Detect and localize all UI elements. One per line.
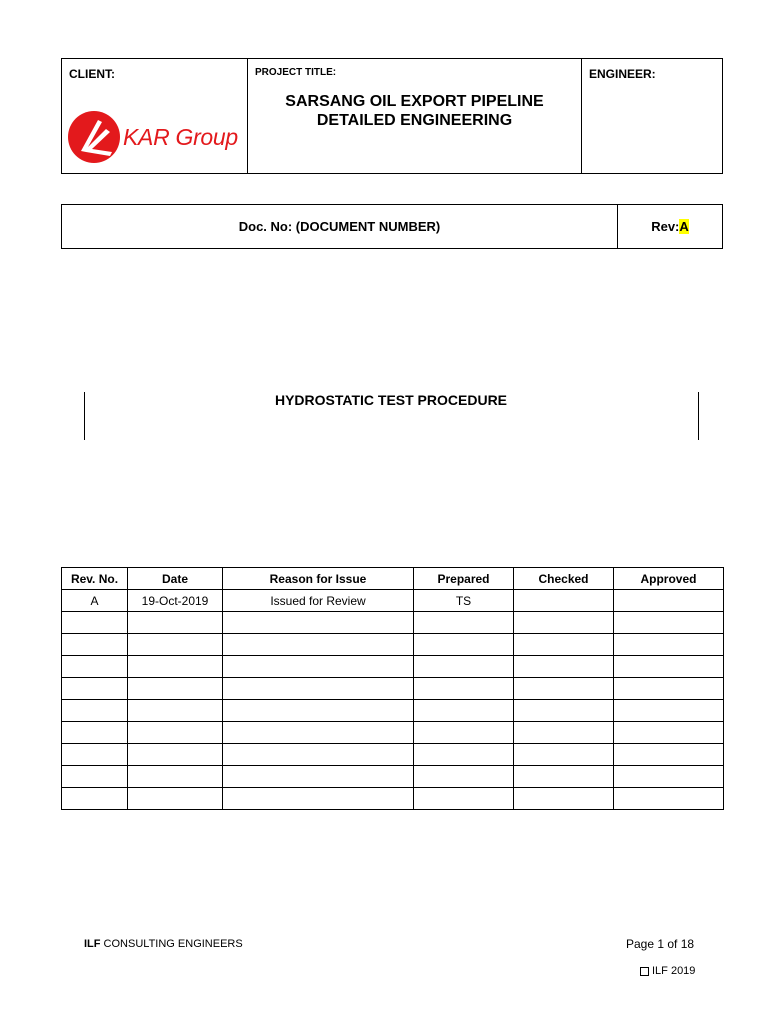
- footer-company: [84, 938, 243, 950]
- page-total: 18: [680, 937, 695, 951]
- table-cell: [614, 766, 724, 788]
- table-cell: [614, 700, 724, 722]
- copyright-box-icon: [640, 967, 649, 976]
- table-cell: [514, 788, 614, 810]
- table-cell: [128, 634, 223, 656]
- table-cell: [128, 788, 223, 810]
- kar-logo-icon: [68, 111, 120, 163]
- table-cell: [614, 612, 724, 634]
- revision-cell: [618, 205, 722, 248]
- table-row: [62, 612, 724, 634]
- project-label: PROJECT TITLE:: [255, 67, 337, 78]
- table-row: [62, 656, 724, 678]
- table-cell: TS: [414, 590, 514, 612]
- table-cell: [414, 700, 514, 722]
- table-cell: [223, 634, 414, 656]
- page-of: of: [664, 937, 681, 951]
- table-cell: [414, 744, 514, 766]
- table-cell: [223, 744, 414, 766]
- table-cell: [223, 678, 414, 700]
- table-cell: [128, 678, 223, 700]
- table-cell: [128, 744, 223, 766]
- table-cell: [223, 722, 414, 744]
- table-cell: [223, 612, 414, 634]
- table-cell: [128, 700, 223, 722]
- table-cell: [62, 678, 128, 700]
- table-cell: [514, 700, 614, 722]
- table-cell: [514, 590, 614, 612]
- table-cell: [614, 744, 724, 766]
- page-number: [626, 937, 694, 951]
- table-cell: [223, 766, 414, 788]
- project-cell: [248, 59, 582, 173]
- client-label: CLIENT:: [69, 67, 115, 81]
- revision-table: [61, 567, 724, 810]
- table-cell: [614, 656, 724, 678]
- project-title: [248, 92, 581, 130]
- table-row: [62, 678, 724, 700]
- table-cell: [614, 722, 724, 744]
- header-block: [61, 58, 723, 174]
- header-approved: Approved: [614, 568, 724, 590]
- document-title: HYDROSTATIC TEST PROCEDURE: [274, 392, 508, 408]
- page-current: 1: [657, 937, 665, 951]
- table-row: [62, 788, 724, 810]
- project-title-line1: SARSANG OIL EXPORT PIPELINE: [285, 93, 544, 110]
- header-checked: Checked: [514, 568, 614, 590]
- rev-value: A: [679, 219, 689, 234]
- footer-company-rest: CONSULTING ENGINEERS: [100, 938, 243, 950]
- copyright-text: ILF 2019: [652, 965, 696, 977]
- table-cell: [62, 656, 128, 678]
- engineer-label: ENGINEER:: [589, 67, 656, 81]
- table-row: [62, 700, 724, 722]
- table-row: [62, 766, 724, 788]
- kar-group-logo: [68, 111, 238, 163]
- table-row: [62, 722, 724, 744]
- project-title-line2: DETAILED ENGINEERING: [316, 112, 513, 129]
- table-row: [62, 634, 724, 656]
- logo-text: KAR Group: [123, 123, 238, 150]
- footer-copyright: [640, 965, 695, 977]
- footer-company-bold: ILF: [84, 938, 101, 950]
- table-header-row: [62, 568, 724, 590]
- table-cell: [414, 656, 514, 678]
- table-cell: 19-Oct-2019: [128, 590, 223, 612]
- table-cell: [614, 634, 724, 656]
- table-cell: [223, 788, 414, 810]
- table-cell: Issued for Review: [223, 590, 414, 612]
- table-cell: A: [62, 590, 128, 612]
- table-cell: [128, 766, 223, 788]
- table-cell: [514, 766, 614, 788]
- doc-number: Doc. No: (DOCUMENT NUMBER): [62, 205, 618, 248]
- table-cell: [614, 788, 724, 810]
- table-cell: [414, 722, 514, 744]
- table-cell: [514, 612, 614, 634]
- table-cell: [223, 700, 414, 722]
- table-cell: [414, 788, 514, 810]
- header-reason: Reason for Issue: [223, 568, 414, 590]
- table-cell: [223, 656, 414, 678]
- table-cell: [414, 612, 514, 634]
- table-cell: [514, 678, 614, 700]
- rev-label: Rev:: [651, 219, 680, 234]
- table-cell: [128, 612, 223, 634]
- table-cell: [62, 612, 128, 634]
- table-cell: [62, 700, 128, 722]
- table-cell: [62, 788, 128, 810]
- table-cell: [614, 678, 724, 700]
- table-cell: [62, 766, 128, 788]
- table-cell: [614, 590, 724, 612]
- table-cell: [414, 634, 514, 656]
- engineer-cell: [582, 59, 722, 173]
- table-row: [62, 590, 724, 612]
- table-body: [62, 590, 724, 810]
- table-cell: [514, 722, 614, 744]
- header-prepared: Prepared: [414, 568, 514, 590]
- doc-number-block: [61, 204, 723, 249]
- table-cell: [62, 634, 128, 656]
- client-cell: [62, 59, 248, 173]
- table-cell: [514, 634, 614, 656]
- table-cell: [514, 744, 614, 766]
- table-cell: [128, 722, 223, 744]
- table-cell: [514, 656, 614, 678]
- page-label: Page: [626, 937, 658, 951]
- table-row: [62, 744, 724, 766]
- table-cell: [414, 678, 514, 700]
- table-cell: [414, 766, 514, 788]
- header-rev-no: Rev. No.: [62, 568, 128, 590]
- table-cell: [128, 656, 223, 678]
- table-cell: [62, 722, 128, 744]
- table-cell: [62, 744, 128, 766]
- header-date: Date: [128, 568, 223, 590]
